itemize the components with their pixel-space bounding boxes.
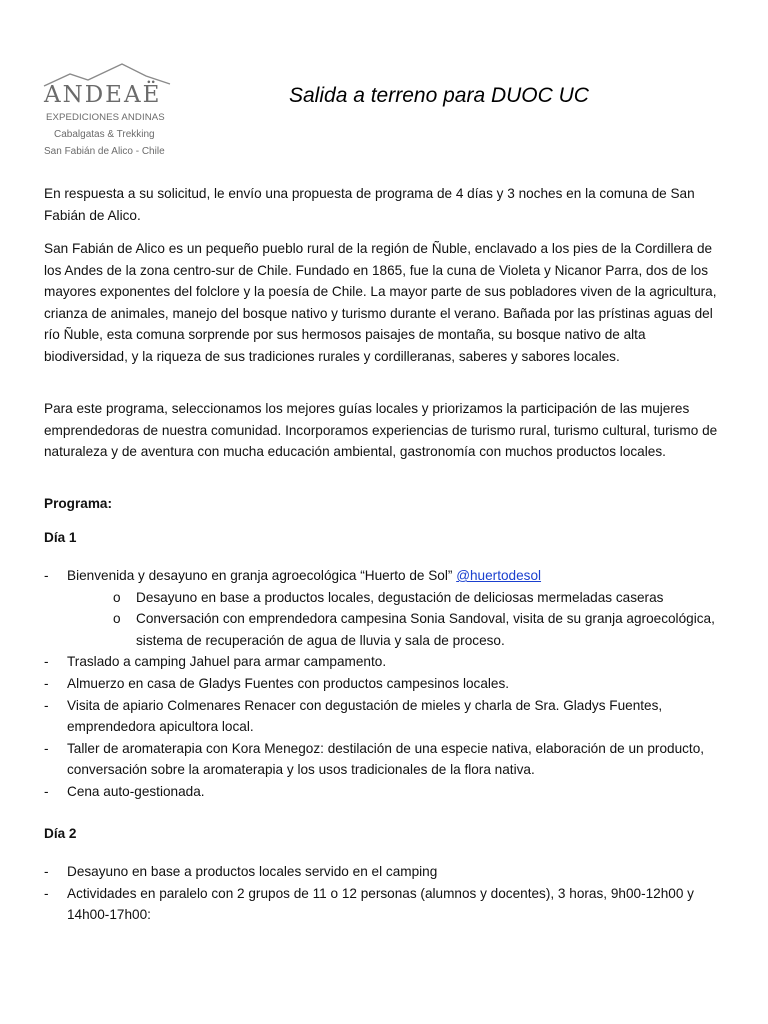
day1-heading: Día 1 bbox=[44, 530, 77, 545]
day2-list bbox=[44, 861, 734, 926]
sublist-item bbox=[113, 587, 734, 609]
description-paragraph: San Fabián de Alico es un pequeño pueblo rural de la región de Ñuble, enclavado a los pies de la Cordillera de los Andes de la zona centro-sur de Chile. Fundado en 1865, fue la cuna de Violeta y Nicanor Parra, dos de los mayores exponentes del folclore y la poesía de Chile. La mayor parte de sus pobladores viven de la agricultura, crianza de animales, manejo del bosque nativo y turismo durante el verano. Bañada por las prístinas aguas del río Ñuble, esta comuna sorprende por sus hermosos paisajes de montaña, su bosque nativo de alta biodiversidad, y la riqueza de sus tradiciones rurales y cordilleranas, saberes y sabores locales. bbox=[44, 241, 717, 364]
list-item-text: Visita de apiario Colmenares Renacer con degustación de mieles y charla de Sra. Gladys Fuentes, emprendedora apicultora local. bbox=[67, 697, 663, 735]
list-item: - Desayuno en base a productos locales servido en el camping bbox=[44, 864, 438, 879]
logo-tagline: EXPEDICIONES ANDINAS bbox=[46, 112, 165, 123]
list-item: - Actividades en paralelo con 2 grupos de 11 o 12 personas (alumnos y docentes), 3 horas, 9h00-12h00 y 14h00-17h00: bbox=[44, 885, 694, 923]
list-item: - Visita de apiario Colmenares Renacer con degustación de mieles y charla de Sra. Gladys Fuentes, emprendedora apicultora local. bbox=[44, 697, 663, 735]
program-paragraph: Para este programa, seleccionamos los mejores guías locales y priorizamos la participación de las mujeres emprendedoras de nuestra comunidad. Incorporamos experiencias de turismo rural, turismo cultural, turismo de naturaleza y de aventura con mucha educación ambiental, gastronomía con muchos productos locales. bbox=[44, 401, 718, 460]
logo-location: San Fabián de Alico - Chile bbox=[44, 146, 165, 157]
list-item-text: Actividades en paralelo con 2 grupos de 11 o 12 personas (alumnos y docentes), 3 horas, 9h00-12h00 y 14h00-17h00: bbox=[67, 885, 694, 923]
logo-activities: Cabalgatas & Trekking bbox=[54, 129, 155, 140]
list-item: - Bienvenida y desayuno en granja agroecológica “Huerto de Sol” @huertodesol o Desayuno en base a productos locales, degustación de deliciosas mermeladas caseras o Conversación con emprendedora campesina Sonia Sandoval, visita de su granja agroecológica, sistema de recuperación de agua de lluvia y sala de proceso. bbox=[44, 565, 734, 651]
day1-sublist bbox=[67, 587, 734, 652]
list-item: - Traslado a camping Jahuel para armar campamento. bbox=[44, 654, 387, 670]
day2-heading: Día 2 bbox=[44, 826, 77, 841]
sublist-item-text: Desayuno en base a productos locales, degustación de deliciosas mermeladas caseras bbox=[136, 589, 664, 605]
circle-bullet-icon: o bbox=[113, 611, 121, 627]
document-title: Salida a terreno para DUOC UC bbox=[289, 84, 589, 107]
circle-bullet-icon: o bbox=[113, 589, 121, 605]
list-item: - Taller de aromaterapia con Kora Menegoz: destilación de una especie nativa, elaboración de un producto, conversación sobre la aromaterapia y los usos tradicionales de la flora nativa. bbox=[44, 740, 705, 778]
company-logo bbox=[40, 62, 176, 166]
list-item-text: Cena auto-gestionada. bbox=[67, 783, 205, 799]
list-item-text: Bienvenida y desayuno en granja agroecológica “Huerto de Sol” bbox=[67, 568, 457, 583]
list-item: - Almuerzo en casa de Gladys Fuentes con productos campesinos locales. bbox=[44, 675, 510, 691]
list-item-text: Traslado a camping Jahuel para armar campamento. bbox=[67, 654, 387, 670]
sublist-item bbox=[113, 608, 734, 651]
sublist-item-text: Conversación con emprendedora campesina Sonia Sandoval, visita de su granja agroecológica, sistema de recuperación de agua de lluvia y sala de proceso. bbox=[136, 611, 715, 648]
instagram-link[interactable]: @huertodesol bbox=[456, 568, 542, 583]
list-item-text: Desayuno en base a productos locales servido en el camping bbox=[67, 864, 438, 879]
logo-name: ANDEAË bbox=[44, 82, 162, 108]
list-item-text: Taller de aromaterapia con Kora Menegoz: destilación de una especie nativa, elaboración de un producto, conversación sobre la aromaterapia y los usos tradicionales de la flora nativa. bbox=[67, 740, 705, 778]
list-item-text: Almuerzo en casa de Gladys Fuentes con productos campesinos locales. bbox=[67, 675, 510, 691]
programa-heading: Programa: bbox=[44, 496, 112, 511]
intro-paragraph: En respuesta a su solicitud, le envío una propuesta de programa de 4 días y 3 noches en la comuna de San Fabián de Alico. bbox=[44, 186, 695, 223]
list-item: - Cena auto-gestionada. bbox=[44, 783, 205, 799]
day1-list bbox=[44, 565, 734, 803]
